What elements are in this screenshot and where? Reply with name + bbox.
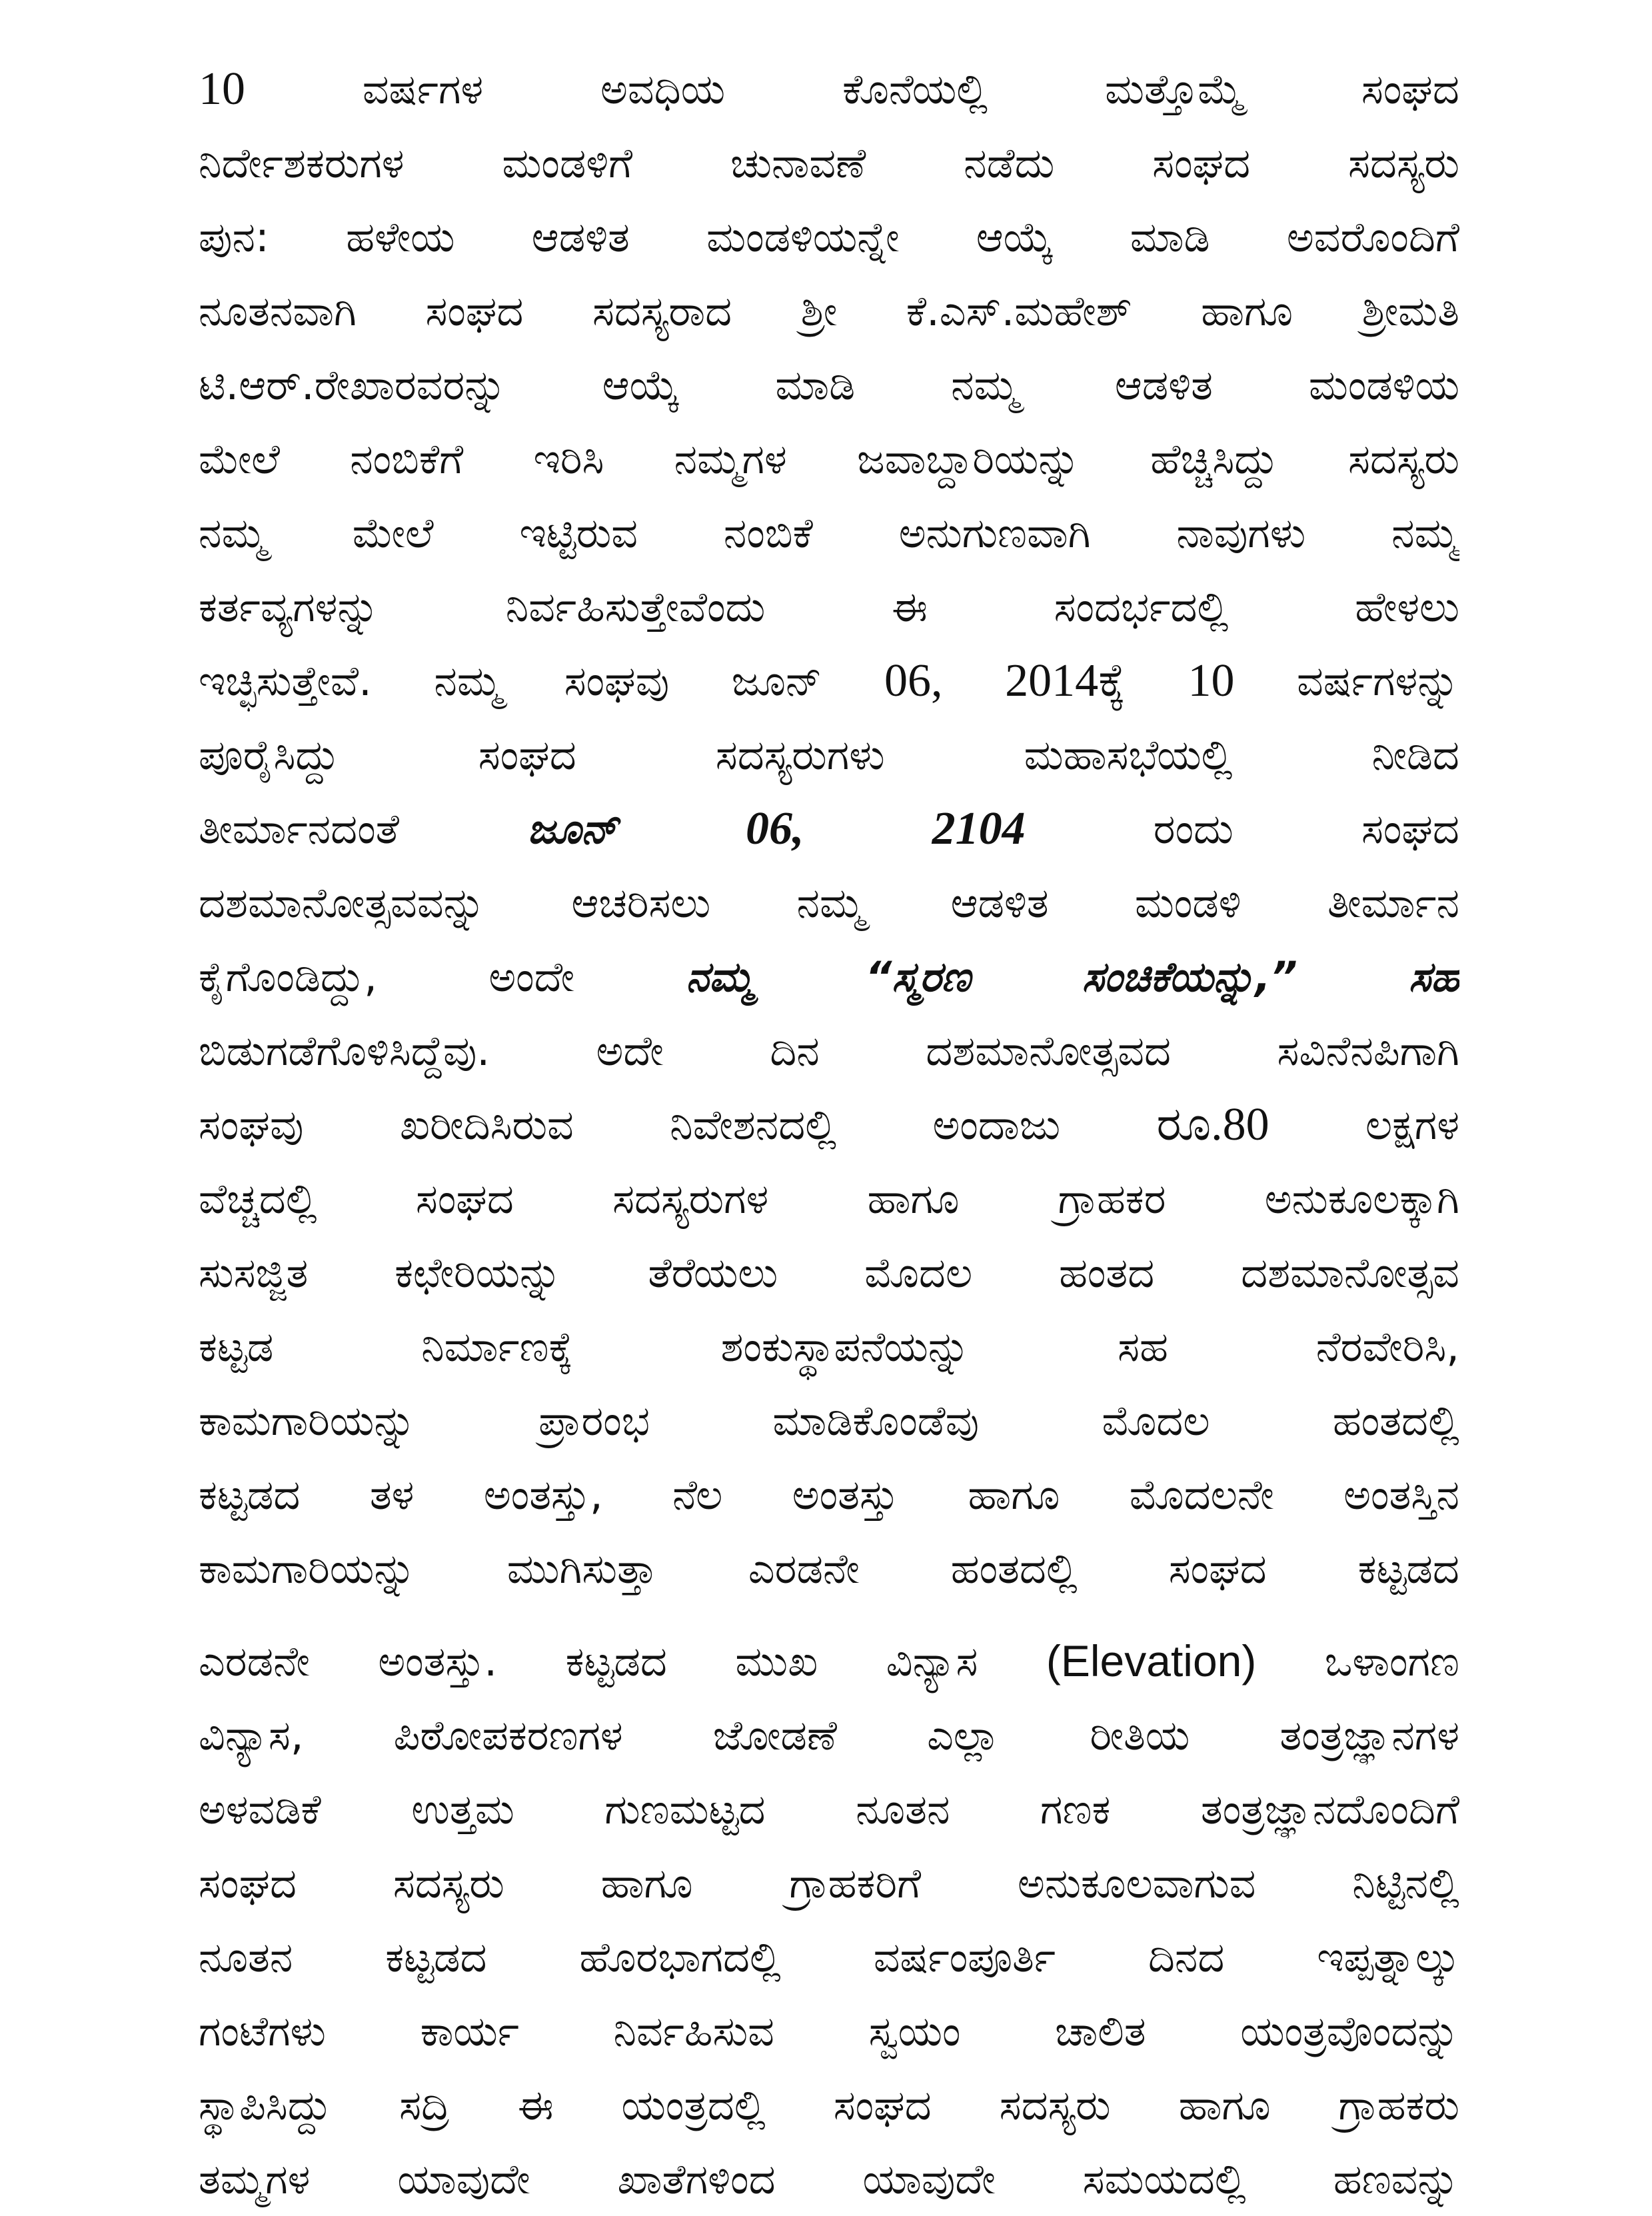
word: ಸಂಘವು xyxy=(564,656,670,705)
word: ಜೂನ್ xyxy=(731,656,822,705)
word: ತಮ್ಮಗಳ xyxy=(199,2155,311,2203)
text-line xyxy=(199,1014,1459,1088)
word: ಎರಡನೇ xyxy=(199,1637,310,1685)
word: ಸಂಘದ xyxy=(1168,1544,1267,1593)
word: ಪಿಠೋಪಕರಣಗಳ xyxy=(393,1711,623,1759)
word: ಹೇಳಲು xyxy=(1355,582,1459,631)
text-line xyxy=(199,1772,1459,1846)
word: ರಂದು xyxy=(1153,804,1234,853)
word: ಜವಾಬ್ದಾರಿಯನ್ನು xyxy=(856,435,1080,483)
word: ನೂತನ xyxy=(856,1785,950,1833)
word: ಪುನ: xyxy=(199,213,269,261)
word: ಸದಸ್ಯರು xyxy=(393,1859,504,1907)
word: ಅಂದೇ xyxy=(488,952,575,1001)
word: ಸ್ಥಾಪಿಸಿದ್ದು xyxy=(199,2081,332,2129)
word: 06, xyxy=(884,655,943,706)
word: ನೂತನ xyxy=(199,1933,293,1981)
text-line xyxy=(199,940,1459,1014)
text-line xyxy=(199,1846,1459,1920)
word: ಮೊದಲನೇ xyxy=(1129,1470,1274,1519)
word: ನೆಲ xyxy=(672,1470,723,1519)
word: ಅಂತಸ್ತಿನ xyxy=(1343,1470,1459,1519)
word: ಗುಣಮಟ್ಟದ xyxy=(604,1785,766,1833)
word: ಗ್ರಾಹಕರು xyxy=(1338,2081,1459,2129)
word: ನೀಡಿದ xyxy=(1371,730,1459,779)
word: ನಮ್ಮ xyxy=(434,656,502,705)
text-line xyxy=(199,866,1459,940)
word: 10 xyxy=(199,63,245,115)
word: ಆಯ್ಕೆ xyxy=(976,213,1054,261)
word: ಹಾಗೂ xyxy=(968,1470,1060,1519)
word: ಸದಸ್ಯರುಗಳು xyxy=(715,730,885,779)
word: ಸಂಘದ xyxy=(425,287,524,335)
word: ಆಡಳಿತ xyxy=(1114,361,1213,409)
word: ಎಲ್ಲಾ xyxy=(927,1711,1000,1759)
word: ಮಾಡಿಕೊಂಡೆವು xyxy=(772,1396,980,1445)
text-line xyxy=(199,422,1459,496)
word: ಮುಖ xyxy=(735,1637,818,1685)
word: ಅಂತಸ್ತು, xyxy=(483,1470,603,1519)
word: ಪ್ರಾರಂಭ xyxy=(538,1396,650,1445)
word: ಸವಿನೆನಪಿಗಾಗಿ xyxy=(1277,1026,1459,1075)
word: ಹಾಗೂ xyxy=(1201,287,1293,335)
word: ನೆರವೇರಿಸಿ, xyxy=(1315,1322,1459,1371)
text-line xyxy=(199,1698,1459,1772)
word: ಚುನಾವಣೆ xyxy=(730,139,866,187)
text-line xyxy=(199,274,1459,348)
word: ಮಾಡಿ xyxy=(1130,213,1210,261)
word: ಮಹಾಸಭೆಯಲ್ಲಿ xyxy=(1024,730,1233,779)
text-line xyxy=(199,1384,1459,1458)
word: ದಶಮಾನೋತ್ಸವ xyxy=(1241,1248,1459,1297)
word: ಮಂಡಳಿ xyxy=(1134,878,1241,927)
word: ಶ್ರೀಮತಿ xyxy=(1361,287,1459,335)
text-line xyxy=(199,496,1459,570)
word: ಯಂತ್ರವೊಂದನ್ನು xyxy=(1240,2007,1459,2055)
word: 2014ಕ್ಕೆ xyxy=(1005,655,1126,706)
word: ಕಾರ್ಯ xyxy=(420,2007,519,2055)
text-line xyxy=(199,126,1459,200)
word: ಇರಿಸಿ xyxy=(533,435,604,483)
word: ದಿನದ xyxy=(1148,1933,1225,1981)
word: ಇಟ್ಟಿರುವ xyxy=(519,509,638,557)
word: ಸಂಘದ xyxy=(1361,65,1459,113)
word: ಜೋಡಣೆ xyxy=(712,1711,837,1759)
word: ಸದಸ್ಯರು xyxy=(999,2081,1111,2129)
word: ನಮ್ಮ xyxy=(951,361,1019,409)
word: ಹಾಗೂ xyxy=(1178,2081,1271,2129)
word: ನಮ್ಮ xyxy=(1391,509,1459,557)
word: ಅನುಗುಣವಾಗಿ xyxy=(898,509,1091,557)
word: ಶ್ರೀ xyxy=(800,287,838,335)
word: 2104 xyxy=(932,803,1026,854)
word: ಖರೀದಿಸಿರುವ xyxy=(399,1100,574,1149)
word: ನಿರ್ಮಾಣಕ್ಕೆ xyxy=(421,1322,573,1371)
word: ಸಹ xyxy=(1409,952,1459,1001)
word: ಆಡಳಿತ xyxy=(950,878,1049,927)
word: ಮೊದಲ xyxy=(864,1248,973,1297)
text-line xyxy=(199,1088,1459,1162)
word: ಬಿಡುಗಡೆಗೊಳಿಸಿದ್ದೆವು. xyxy=(199,1026,490,1075)
word: ಕಟ್ಟಡದ xyxy=(565,1637,667,1685)
word: ಎರಡನೇ xyxy=(748,1544,860,1593)
text-line xyxy=(199,644,1459,718)
word: ರೀತಿಯ xyxy=(1090,1711,1190,1759)
word: ನಿರ್ದೇಶಕರುಗಳ xyxy=(199,139,405,187)
word: ಉತ್ತಮ xyxy=(411,1785,514,1833)
word: ಸದಸ್ಯರು xyxy=(1347,435,1459,483)
text-line xyxy=(199,1162,1459,1236)
word: ಹಣವನ್ನು xyxy=(1333,2155,1459,2203)
word: ಕೊನೆಯಲ್ಲಿ xyxy=(842,65,988,113)
word: ಸುಸಜ್ಜಿತ xyxy=(199,1248,309,1297)
word: ಸಂಘದ xyxy=(478,730,576,779)
word: ವರ್ಷಗಳ xyxy=(362,65,484,113)
word: ನಿಟ್ಟಿನಲ್ಲಿ xyxy=(1352,1859,1459,1907)
word: ಕೈಗೊಂಡಿದ್ದು, xyxy=(199,952,378,1001)
word: ಜೂನ್ xyxy=(527,804,618,853)
word: ಮಂಡಳಿಯನ್ನೇ xyxy=(706,213,900,261)
word: ಮುಗಿಸುತ್ತಾ xyxy=(506,1544,657,1593)
word: ಮಾಡಿ xyxy=(775,361,856,409)
word: ಈ xyxy=(892,582,928,631)
word: ಅನುಕೂಲಕ್ಕಾಗಿ xyxy=(1264,1174,1459,1223)
word: ಇಪ್ಪತ್ನಾಲ್ಕು xyxy=(1317,1933,1459,1981)
word: ಸಂದರ್ಭದಲ್ಲಿ xyxy=(1054,582,1229,631)
word: 06, xyxy=(746,803,804,854)
word: ಸದಸ್ಯರುಗಳ xyxy=(612,1174,769,1223)
word: ಯಂತ್ರದಲ್ಲಿ xyxy=(621,2081,766,2129)
text-line xyxy=(199,52,1459,126)
word: ಒಳಾಂಗಣ xyxy=(1324,1637,1459,1685)
word: ಸ್ವಯಂ xyxy=(868,2007,961,2055)
word: ದಶಮಾನೋತ್ಸವವನ್ನು xyxy=(199,878,486,927)
text-line xyxy=(199,348,1459,422)
word: ತಂತ್ರಜ್ಞಾನದೊಂದಿಗೆ xyxy=(1200,1785,1459,1833)
word: ಪೂರೈಸಿದ್ದು xyxy=(199,730,339,779)
word: ಮಂಡಳಿಗೆ xyxy=(502,139,633,187)
text-line xyxy=(199,570,1459,644)
word: ದಿನ xyxy=(770,1026,820,1075)
word: ಹಂತದ xyxy=(1058,1248,1155,1297)
document-page xyxy=(199,52,1459,2216)
word: ಗಂಟೆಗಳು xyxy=(199,2007,327,2055)
word: ಹಾಗೂ xyxy=(867,1174,960,1223)
word: ಟಿ.ಆರ್.ರೇಖಾರವರನ್ನು xyxy=(199,361,506,409)
word: ಗ್ರಾಹಕರಿಗೆ xyxy=(789,1859,922,1907)
word: ಸಮಯದಲ್ಲಿ xyxy=(1082,2155,1246,2203)
word: ಸಂಘದ xyxy=(833,2081,932,2129)
word: 10 xyxy=(1188,655,1235,706)
word: ಶಂಕುಸ್ಥಾಪನೆಯನ್ನು xyxy=(720,1322,970,1371)
word: ಸಂಘದ xyxy=(199,1859,297,1907)
word: ಕಟ್ಟಡ xyxy=(199,1322,274,1371)
word: ಕಟ್ಟಡದ xyxy=(199,1470,301,1519)
word: ನಾವುಗಳು xyxy=(1176,509,1306,557)
word: ಅವಧಿಯ xyxy=(600,65,726,113)
text-line xyxy=(199,1920,1459,1994)
word: ಸದ್ರಿ xyxy=(399,2081,450,2129)
word: ನಮ್ಮ xyxy=(796,878,865,927)
word: ಅಂದಾಜು xyxy=(932,1100,1061,1149)
word: ಚಾಲಿತ xyxy=(1055,2007,1146,2055)
word: ಕೆ.ಎಸ್.ಮಹೇಶ್ xyxy=(906,287,1132,335)
word: ಮೇಲೆ xyxy=(352,509,434,557)
word: ವರ್ಷಂಪೂರ್ತಿ xyxy=(873,1933,1056,1981)
word: ಸಂಘದ xyxy=(1152,139,1251,187)
text-line xyxy=(199,792,1459,866)
word: ಯಾವುದೇ xyxy=(397,2155,530,2203)
word: ಹಳೇಯ xyxy=(346,213,455,261)
word: ಅಳವಡಿಕೆ xyxy=(199,1785,321,1833)
word: ತೀರ್ಮಾನ xyxy=(1327,878,1459,927)
word: ಈ xyxy=(517,2081,554,2129)
word: ತಂತ್ರಜ್ಞಾನಗಳ xyxy=(1279,1711,1459,1759)
word: ತಳ xyxy=(369,1470,414,1519)
word: ತೆರೆಯಲು xyxy=(648,1248,778,1297)
text-line xyxy=(199,200,1459,274)
word: ವರ್ಷಗಳನ್ನು xyxy=(1297,656,1459,705)
word: ತೀರ್ಮಾನದಂತೆ xyxy=(199,804,400,853)
text-line xyxy=(199,1310,1459,1384)
word: ಸಂಘದ xyxy=(415,1174,514,1223)
word: ಸಂಘವು xyxy=(199,1100,304,1149)
word: ವಿನ್ಯಾಸ xyxy=(886,1637,978,1685)
word: (Elevation) xyxy=(1046,1636,1257,1685)
word: ಗಣಕ xyxy=(1040,1785,1111,1833)
word: ಸಂಚಿಕೆಯನ್ನು,” xyxy=(1082,952,1297,1001)
word: ಕಛೇರಿಯನ್ನು xyxy=(395,1248,562,1297)
word: ಸಹ xyxy=(1118,1322,1168,1371)
word: ಲಕ್ಷಗಳ xyxy=(1365,1100,1459,1149)
text-line xyxy=(199,2142,1459,2216)
word: ಮೇಲೆ xyxy=(199,435,280,483)
word: ನೂತನವಾಗಿ xyxy=(199,287,357,335)
word: ಹೆಚ್ಚಿಸಿದ್ದು xyxy=(1150,435,1278,483)
text-line xyxy=(199,1624,1459,1698)
text-line xyxy=(199,1994,1459,2068)
word: ಹಂತದಲ್ಲಿ xyxy=(950,1544,1078,1593)
text-line xyxy=(199,1236,1459,1310)
word: ಸದಸ್ಯರಾದ xyxy=(592,287,732,335)
word: ಆಚರಿಸಲು xyxy=(571,878,711,927)
word: ಆಡಳಿತ xyxy=(531,213,630,261)
word: ಹಾಗೂ xyxy=(600,1859,693,1907)
word: ಮೊದಲ xyxy=(1102,1396,1210,1445)
word: ಗ್ರಾಹಕರ xyxy=(1058,1174,1166,1223)
text-line xyxy=(199,2068,1459,2142)
word: ಅಂತಸ್ತು. xyxy=(378,1637,498,1685)
word: ರೂ.80 xyxy=(1156,1099,1269,1150)
word: ಹೊರಭಾಗದಲ್ಲಿ xyxy=(579,1933,781,1981)
word: ನಮ್ಮಗಳ xyxy=(674,435,787,483)
text-line xyxy=(199,1458,1459,1532)
word: ನಡೆದು xyxy=(964,139,1055,187)
word: ಕಟ್ಟಡದ xyxy=(1357,1544,1459,1593)
word: ನಿರ್ವಹಿಸುವ xyxy=(613,2007,774,2055)
word: ಸದಸ್ಯರು xyxy=(1347,139,1459,187)
word: ಕಾಮಗಾರಿಯನ್ನು xyxy=(199,1396,416,1445)
word: ನಂಬಿಕೆ xyxy=(723,509,813,557)
word: ಮತ್ತೊಮ್ಮೆ xyxy=(1105,65,1245,113)
word: ಹಂತದಲ್ಲಿ xyxy=(1332,1396,1459,1445)
word: ಅನುಕೂಲವಾಗುವ xyxy=(1017,1859,1256,1907)
word: ಮಂಡಳಿಯ xyxy=(1308,361,1459,409)
word: ನಮ್ಮ xyxy=(199,509,267,557)
word: ಕರ್ತವ್ಯಗಳನ್ನು xyxy=(199,582,380,631)
word: ಅವರೊಂದಿಗೆ xyxy=(1286,213,1459,261)
word: ಯಾವುದೇ xyxy=(862,2155,996,2203)
word: ನಂಬಿಕೆಗೆ xyxy=(350,435,464,483)
word: ದಶಮಾನೋತ್ಸವದ xyxy=(926,1026,1172,1075)
word: ನಿರ್ವಹಿಸುತ್ತೇವೆಂದು xyxy=(505,582,766,631)
word: ಕಾಮಗಾರಿಯನ್ನು xyxy=(199,1544,416,1593)
text-line xyxy=(199,1532,1459,1606)
word: ವೆಚ್ಚದಲ್ಲಿ xyxy=(199,1174,317,1223)
word: ಅದೇ xyxy=(596,1026,664,1075)
word: ಸಂಘದ xyxy=(1361,804,1459,853)
word: ನಮ್ಮ xyxy=(686,952,754,1001)
word: ಕಟ್ಟಡದ xyxy=(385,1933,487,1981)
word: ಇಚ್ಛಿಸುತ್ತೇವೆ. xyxy=(199,656,372,705)
word: ಅಂತಸ್ತು xyxy=(792,1470,898,1519)
word: ನಿವೇಶನದಲ್ಲಿ xyxy=(670,1100,837,1149)
word: ವಿನ್ಯಾಸ, xyxy=(199,1711,304,1759)
word: ಆಯ್ಕೆ xyxy=(602,361,680,409)
word: ಖಾತೆಗಳಿಂದ xyxy=(617,2155,776,2203)
word: “ಸ್ಮರಣ xyxy=(865,952,971,1001)
text-line xyxy=(199,718,1459,792)
